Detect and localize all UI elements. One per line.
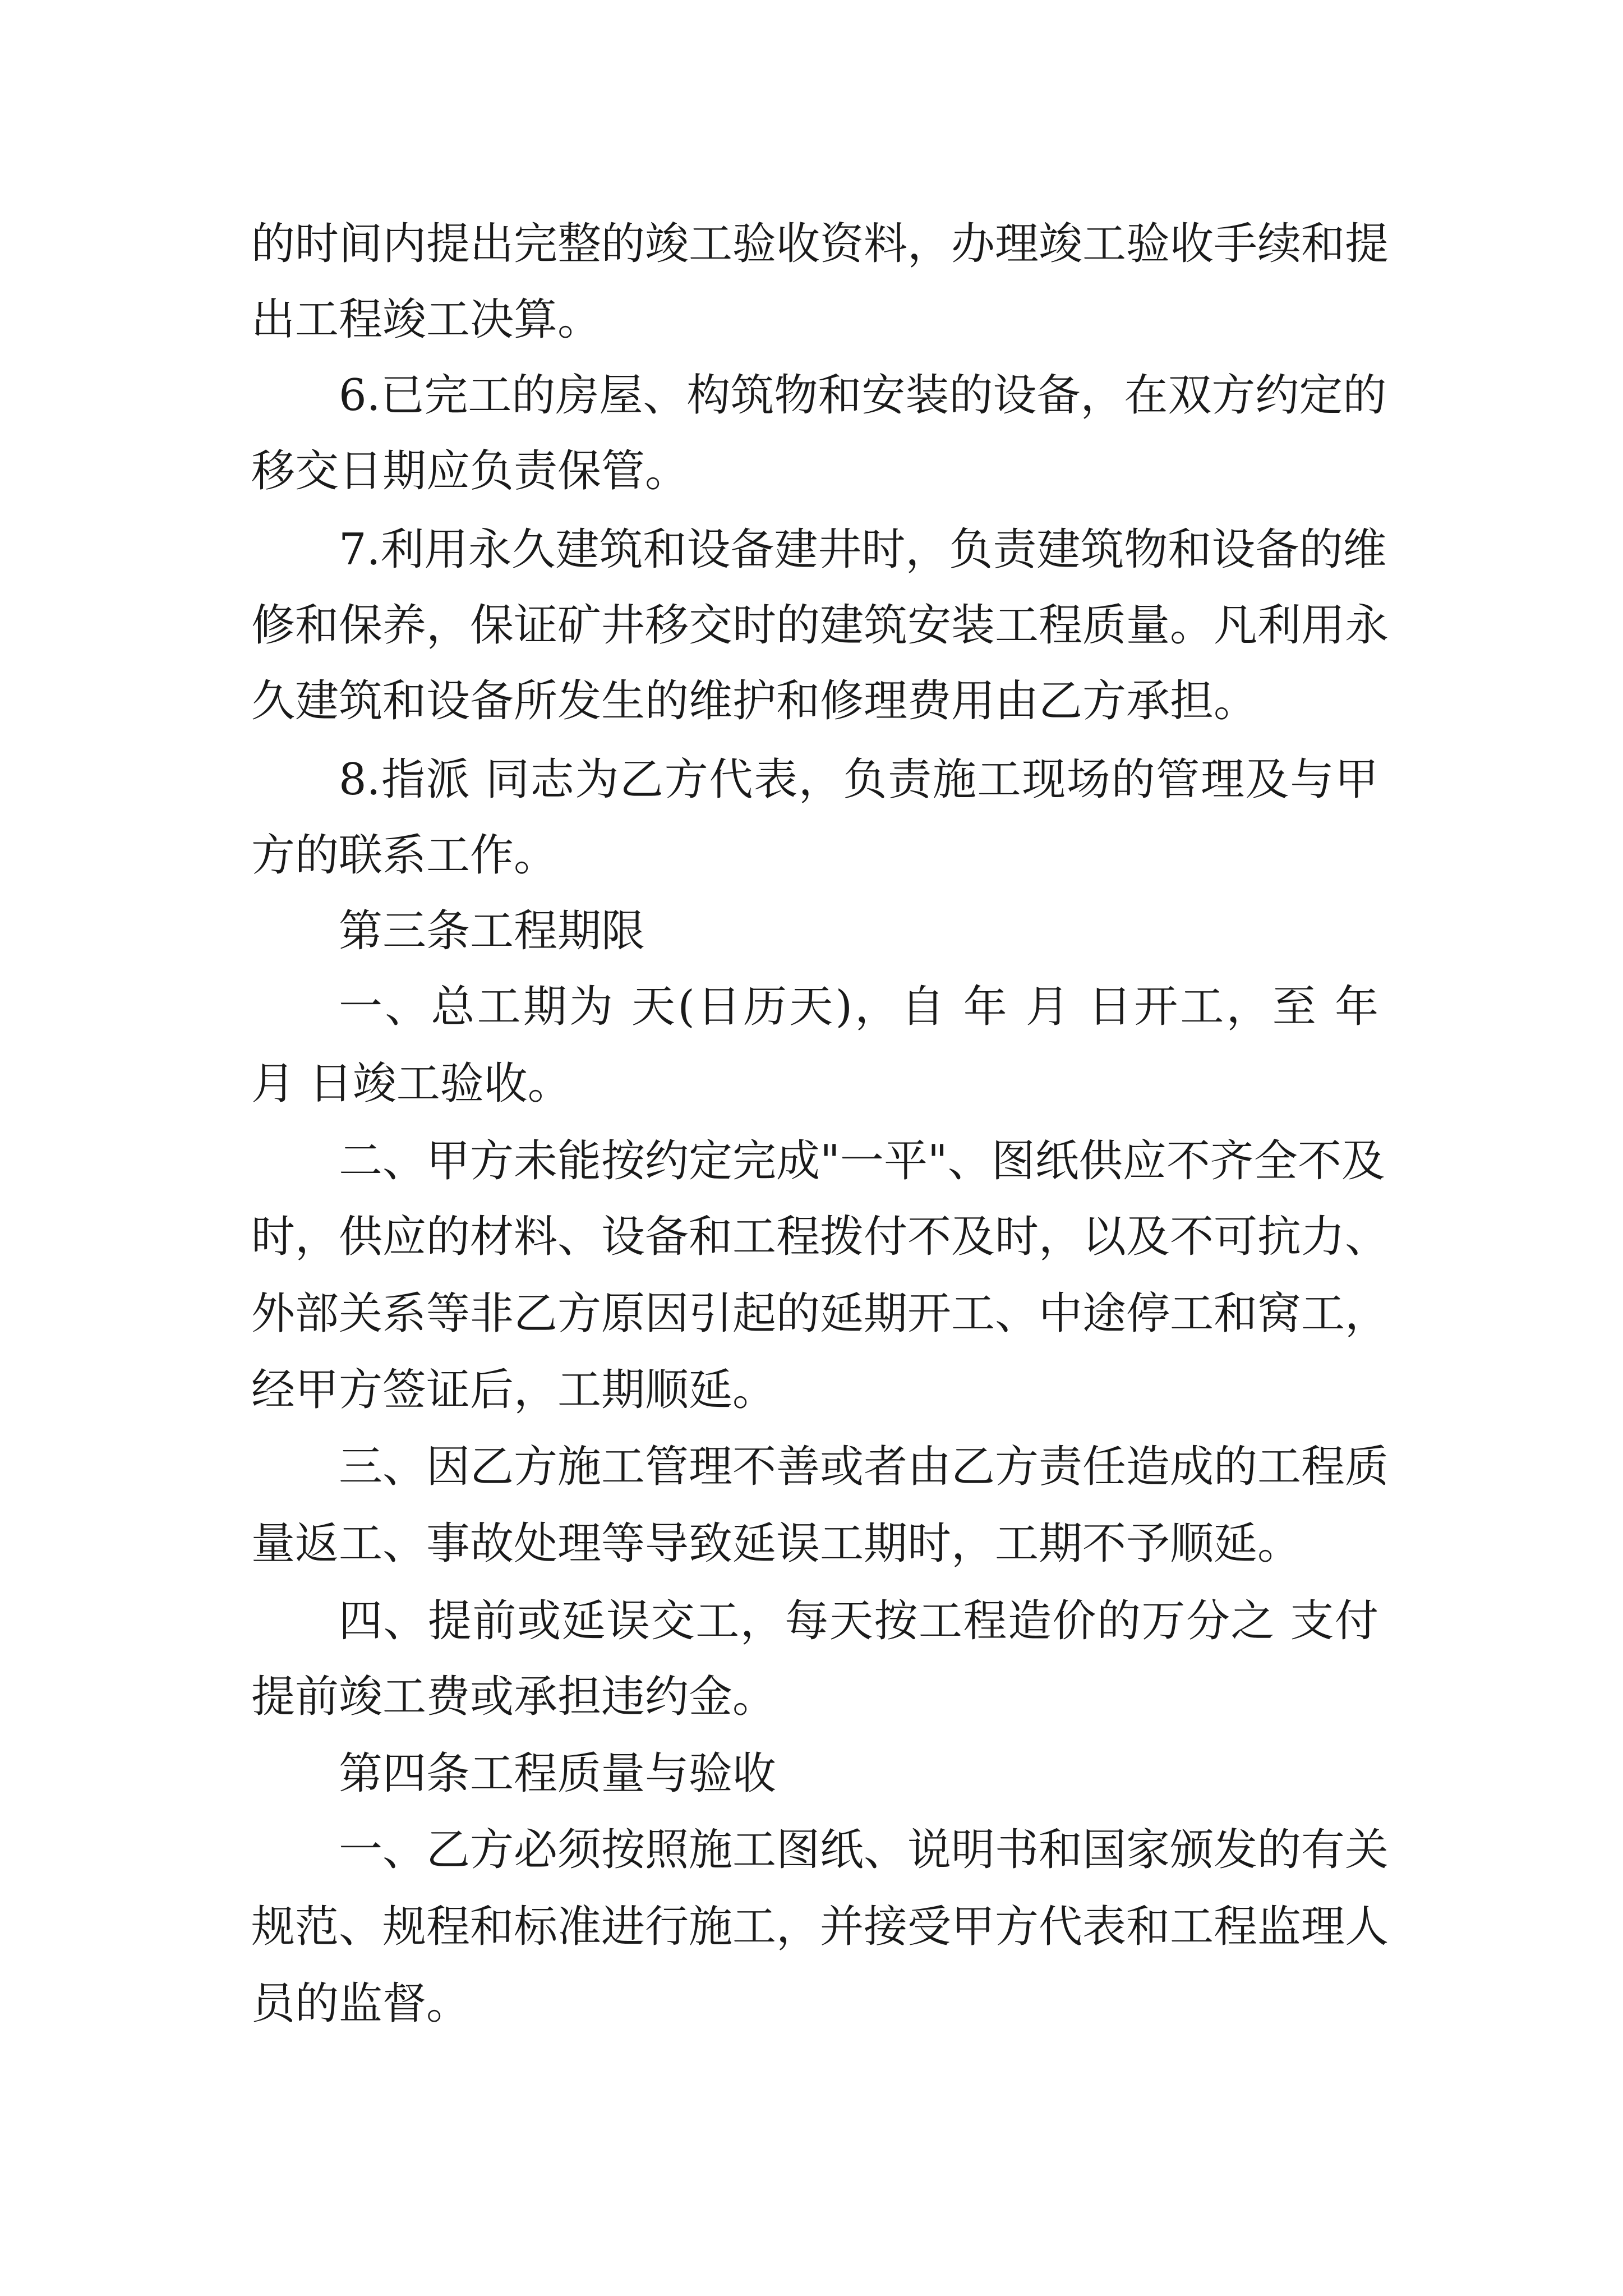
article-3-clause-2-line-1: 二、甲方未能按约定完成"一平"、图纸供应不齐全不及	[339, 1136, 1385, 1186]
paragraph-item-7-line-2: 修和保养，保证矿井移交时的建筑安装工程质量。凡利用永	[251, 600, 1389, 651]
paragraph-item-6-line-2: 移交日期应负责保管。	[251, 446, 689, 496]
article-3-clause-3-line-2: 量返工、事故处理等导致延误工期时，工期不予顺延。	[251, 1519, 1302, 1569]
article-4-heading: 第四条工程质量与验收	[339, 1749, 777, 1799]
paragraph-continued-line-2: 出工程竣工决算。	[251, 295, 602, 345]
article-4-clause-1-line-1: 一、乙方必须按照施工图纸、说明书和国家颁发的有关	[339, 1825, 1389, 1875]
paragraph-item-8-line-1: 8.指派 同志为乙方代表，负责施工现场的管理及与甲	[339, 754, 1378, 805]
paragraph-item-7-line-1: 7.利用永久建筑和设备建井时，负责建筑物和设备的维	[339, 524, 1387, 575]
article-3-clause-4-line-2: 提前竣工费或承担违约金。	[251, 1672, 777, 1722]
article-4-clause-1-line-3: 员的监督。	[251, 1978, 471, 2029]
article-3-clause-3-line-1: 三、因乙方施工管理不善或者由乙方责任造成的工程质	[339, 1442, 1389, 1492]
paragraph-continued-line-1: 的时间内提出完整的竣工验收资料，办理竣工验收手续和提	[251, 219, 1389, 269]
article-3-clause-2-line-3: 外部关系等非乙方原因引起的延期开工、中途停工和窝工，	[251, 1289, 1389, 1339]
paragraph-item-6-line-1: 6.已完工的房屋、构筑物和安装的设备，在双方约定的	[339, 370, 1387, 421]
article-3-clause-1-line-2: 月 日竣工验收。	[251, 1059, 571, 1109]
article-4-clause-1-line-2: 规范、规程和标准进行施工，并接受甲方代表和工程监理人	[251, 1902, 1389, 1952]
article-3-clause-4-line-1: 四、提前或延误交工，每天按工程造价的万分之 支付	[339, 1596, 1378, 1646]
article-3-clause-2-line-2: 时，供应的材料、设备和工程拨付不及时，以及不可抗力、	[251, 1212, 1389, 1262]
article-3-heading: 第三条工程期限	[339, 906, 645, 956]
article-3-clause-2-line-4: 经甲方签证后，工期顺延。	[251, 1365, 777, 1415]
article-3-clause-1-line-1: 一、总工期为 天(日历天)，自 年 月 日开工，至 年	[339, 982, 1378, 1032]
paragraph-item-7-line-3: 久建筑和设备所发生的维护和修理费用由乙方承担。	[251, 676, 1258, 726]
paragraph-item-8-line-2: 方的联系工作。	[251, 830, 558, 881]
